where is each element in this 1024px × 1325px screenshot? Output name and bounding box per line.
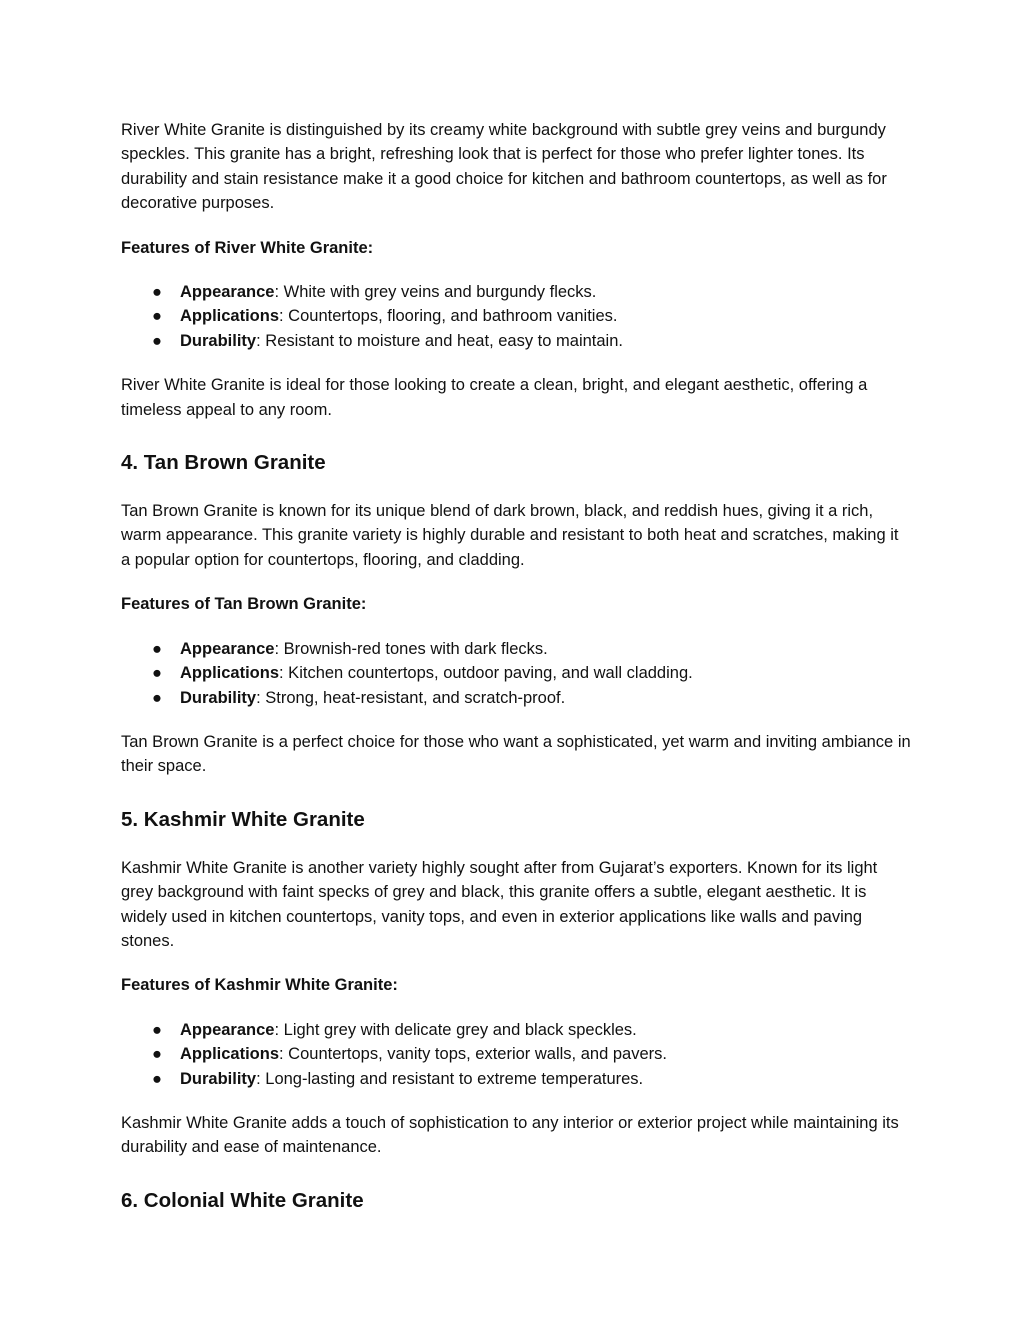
list-item [121,1067,911,1091]
feature-label: Durability [180,331,257,350]
feature-text: : Countertops, flooring, and bathroom vanities. [279,307,618,326]
tan-brown-features-title: Features of Tan Brown Granite: [121,595,367,614]
river-white-intro: River White Granite is distinguished by its creamy white background with subtle grey veins and burgundy speckles. This granite has a bright, refreshing look that is perfect for those who prefer lighter tones. Its durability and stain resistance make it a good choice for kitchen and bathroom countertops, as well as for decorative purposes. [121,121,887,213]
tan-brown-features-list [121,637,911,710]
bullet-icon: ● [152,331,162,350]
kashmir-white-intro: Kashmir White Granite is another variety highly sought after from Gujarat’s exporters. Known for its light grey background with faint specks of grey and black, this granite offers a subtle, elegant aesthetic. It is widely used in kitchen countertops, vanity tops, and even in exterior applications like walls and paving stones. [121,858,878,950]
feature-label: Applications [180,307,280,326]
list-item [121,1042,911,1066]
feature-text: : Strong, heat-resistant, and scratch-proof. [256,688,566,707]
bullet-icon: ● [152,307,162,326]
feature-text: : Countertops, vanity tops, exterior walls, and pavers. [279,1045,667,1064]
list-item [121,329,911,353]
feature-text: : White with grey veins and burgundy flecks. [274,283,597,302]
kashmir-white-closing: Kashmir White Granite adds a touch of sophistication to any interior or exterior project while maintaining its durability and ease of maintenance. [121,1113,899,1157]
feature-label: Durability [180,688,257,707]
colonial-white-heading: 6. Colonial White Granite [121,1188,364,1212]
list-item [121,280,911,304]
bullet-icon: ● [152,1020,162,1039]
river-white-features-title: Features of River White Granite: [121,238,374,257]
river-white-features-list [121,280,911,353]
section-tan-brown [121,447,911,779]
kashmir-white-heading: 5. Kashmir White Granite [121,807,365,831]
list-item [121,304,911,328]
bullet-icon: ● [152,688,162,707]
feature-text: : Resistant to moisture and heat, easy to maintain. [256,331,623,350]
kashmir-white-features-list [121,1018,911,1091]
list-item [121,661,911,685]
feature-label: Appearance [180,1020,275,1039]
kashmir-white-features-title: Features of Kashmir White Granite: [121,976,398,995]
section-colonial-white [121,1185,911,1217]
list-item [121,1018,911,1042]
bullet-icon: ● [152,283,162,302]
section-river-white [121,118,911,422]
tan-brown-heading: 4. Tan Brown Granite [121,451,326,475]
tan-brown-closing: Tan Brown Granite is a perfect choice for those who want a sophisticated, yet warm and inviting ambiance in their space. [121,732,911,776]
list-item [121,686,911,710]
tan-brown-intro: Tan Brown Granite is known for its unique blend of dark brown, black, and reddish hues, giving it a rich, warm appearance. This granite variety is highly durable and resistant to both heat and scratches, making it a popular option for countertops, flooring, and cladding. [121,502,899,569]
feature-label: Applications [180,1045,280,1064]
feature-text: : Kitchen countertops, outdoor paving, and wall cladding. [279,664,693,683]
document-page [121,118,911,1237]
feature-label: Durability [180,1069,257,1088]
bullet-icon: ● [152,1045,162,1064]
bullet-icon: ● [152,1069,162,1088]
feature-label: Applications [180,664,280,683]
bullet-icon: ● [152,664,162,683]
feature-text: : Long-lasting and resistant to extreme temperatures. [256,1069,644,1088]
list-item [121,637,911,661]
bullet-icon: ● [152,639,162,658]
river-white-closing: River White Granite is ideal for those looking to create a clean, bright, and elegant aesthetic, offering a timeless appeal to any room. [121,376,868,419]
feature-text: : Brownish-red tones with dark flecks. [274,639,548,658]
feature-text: : Light grey with delicate grey and black speckles. [274,1020,637,1039]
section-kashmir-white [121,804,911,1160]
feature-label: Appearance [180,639,275,658]
feature-label: Appearance [180,283,275,302]
